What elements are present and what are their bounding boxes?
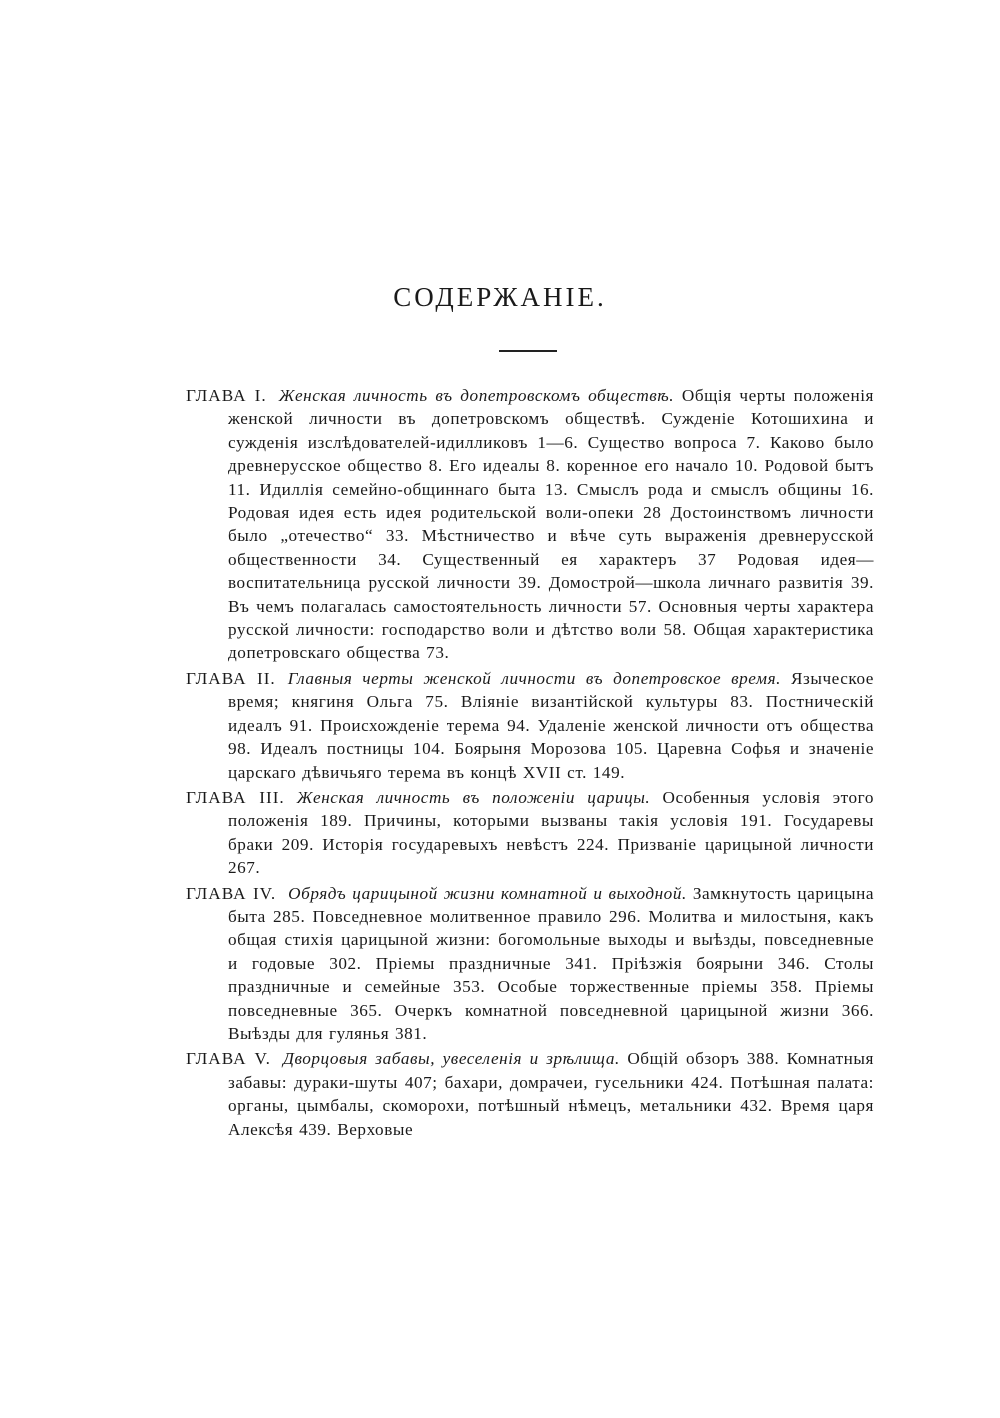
chapter-summary: Общій обзоръ 388. Комнатныя забавы: дураки-шуты 407; бахари, домрачеи, гусельники 424. Потѣшная палата: органы, цымбалы, скоморохи, потѣшный нѣмецъ, метальники 432. Время царя Алексѣя 439. Верховые [228, 1049, 874, 1139]
toc-chapter-5 [186, 1047, 874, 1141]
chapter-label: ГЛАВА V. [186, 1049, 271, 1069]
chapter-summary: Особенныя условія этого положенія 189. Причины, которыми вызваны такія условія 191. Государевы браки 209. Исторія государевыхъ невѣстъ 224. Призваніе царицыной личности 267. [228, 787, 874, 878]
toc-chapter-4 [186, 882, 874, 1046]
toc-chapter-3 [186, 786, 874, 880]
chapter-summary: Замкнутость царицына быта 285. Повседневное молитвенное правило 296. Молитва и милостыня, какъ общая стихія царицыной жизни: богомольные выходы и выѣзды, повседневные и годовые 302. Пріемы праздничные 341. Пріѣзжія боярыни 346. Столы праздничные и семейные 353. Особые торжественные пріемы 358. Пріемы повседневные 365. Очеркъ комнатной повседневной царицыной жизни 366. Выѣзды для гулянья 381. [228, 883, 875, 1043]
chapter-heading: Женская личность въ положеніи царицы. [296, 787, 651, 807]
page-title: СОДЕРЖАНІЕ. [393, 282, 607, 312]
chapter-label: ГЛАВА IV. [186, 883, 277, 903]
title-divider [499, 350, 557, 352]
chapter-summary: Языческое время; княгиня Ольга 75. Вліяніе византійской культуры 83. Постническій идеалъ 91. Происхожденіе терема 94. Удаленіе женской личности отъ общества 98. Идеалъ постницы 104. Боярыня Морозова 105. Царевна Софья и значеніе царскаго дѣвичьяго терема въ концѣ XVII ст. 149. [228, 668, 874, 782]
chapter-label: ГЛАВА I. [186, 386, 267, 405]
chapter-heading: Женская личность въ допетровскомъ обществѣ. [278, 386, 675, 405]
toc-chapter-1 [186, 384, 874, 665]
chapter-label: ГЛАВА II. [186, 668, 276, 688]
table-of-contents [186, 384, 874, 1143]
toc-chapter-2 [186, 667, 874, 784]
chapter-label: ГЛАВА III. [186, 787, 285, 807]
chapter-summary: Общія черты положенія женской личности въ допетровскомъ обществѣ. Сужденіе Котошихина и сужденія изслѣдователей-идилликовъ 1—6. Существо вопроса 7. Каково было древнерусское общество 8. Его идеалы 8. коренное его начало 10. Родовой бытъ 11. Идиллія семейно-общиннаго быта 13. Смыслъ рода и смыслъ общины 16. Родовая идея есть идея родительской воли-опеки 28 Достоинствомъ личности было „отечество“ 33. Мѣстничество и вѣче суть выраженія древнерусской общественности 34. Существенный ея характеръ 37 Родовая идея—воспитательница русской личности 39. Домострой—школа личнаго развитія 39. Въ чемъ полагалась самостоятельность личности 57. Основныя черты характера русской личности: господарство воли и дѣтство воли 58. Общая характеристика допетровскаго общества 73. [228, 386, 874, 663]
chapter-heading: Главныя черты женской личности въ допетровское время. [287, 668, 781, 688]
chapter-heading: Дворцовыя забавы, увеселенія и зрѣлища. [282, 1049, 620, 1069]
chapter-heading: Обрядъ царицыной жизни комнатной и выходной. [288, 883, 687, 903]
